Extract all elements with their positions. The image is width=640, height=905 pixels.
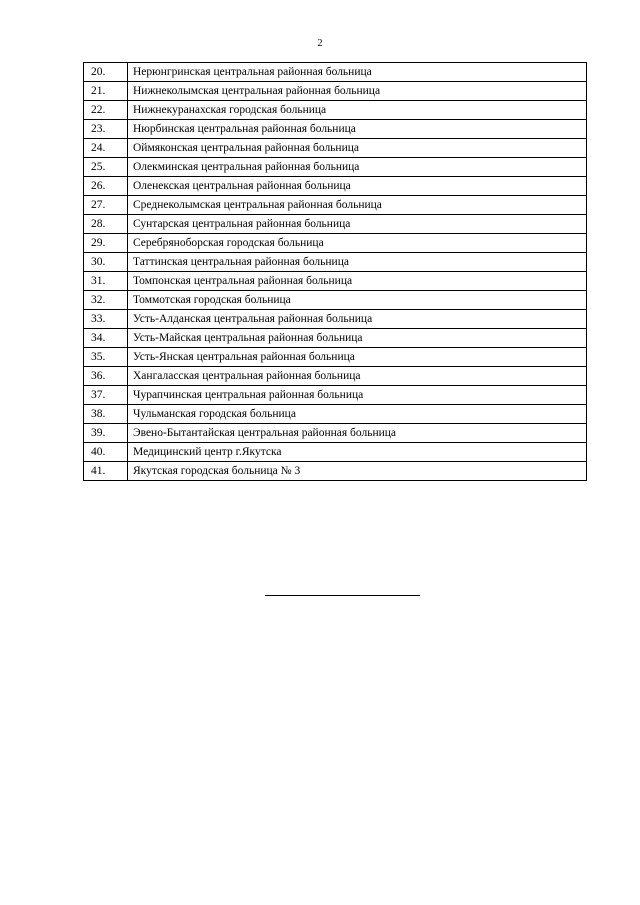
row-number-cell: 28. <box>84 215 128 234</box>
table-row <box>84 158 587 177</box>
row-number-cell: 37. <box>84 386 128 405</box>
table-row <box>84 329 587 348</box>
table-row <box>84 101 587 120</box>
hospital-table <box>83 62 587 481</box>
table-row <box>84 63 587 82</box>
row-number-cell: 32. <box>84 291 128 310</box>
table-row <box>84 291 587 310</box>
table-row <box>84 424 587 443</box>
table-row <box>84 348 587 367</box>
hospital-name-cell: Усть-Алданская центральная районная больница <box>128 310 587 329</box>
row-number-cell: 23. <box>84 120 128 139</box>
table-row <box>84 196 587 215</box>
row-number-cell: 27. <box>84 196 128 215</box>
row-number-cell: 38. <box>84 405 128 424</box>
hospital-name-cell: Сунтарская центральная районная больница <box>128 215 587 234</box>
table-row <box>84 310 587 329</box>
row-number-cell: 21. <box>84 82 128 101</box>
end-separator-line <box>265 595 420 596</box>
hospital-name-cell: Хангаласская центральная районная больница <box>128 367 587 386</box>
row-number-cell: 35. <box>84 348 128 367</box>
hospital-name-cell: Томмотская городская больница <box>128 291 587 310</box>
hospital-name-cell: Медицинский центр г.Якутска <box>128 443 587 462</box>
row-number-cell: 26. <box>84 177 128 196</box>
hospital-name-cell: Усть-Майская центральная районная больница <box>128 329 587 348</box>
hospital-name-cell: Оленекская центральная районная больница <box>128 177 587 196</box>
hospital-name-cell: Оймяконская центральная районная больница <box>128 139 587 158</box>
hospital-name-cell: Таттинская центральная районная больница <box>128 253 587 272</box>
table-row <box>84 386 587 405</box>
table-row <box>84 215 587 234</box>
table-row <box>84 405 587 424</box>
hospital-name-cell: Эвено-Бытантайская центральная районная больница <box>128 424 587 443</box>
hospital-name-cell: Нижнекуранахская городская больница <box>128 101 587 120</box>
table-row <box>84 120 587 139</box>
hospital-name-cell: Нижнеколымская центральная районная больница <box>128 82 587 101</box>
row-number-cell: 41. <box>84 462 128 481</box>
table-row <box>84 272 587 291</box>
hospital-table-body <box>84 63 587 481</box>
row-number-cell: 39. <box>84 424 128 443</box>
table-row <box>84 82 587 101</box>
hospital-name-cell: Усть-Янская центральная районная больница <box>128 348 587 367</box>
table-row <box>84 234 587 253</box>
table-row <box>84 177 587 196</box>
hospital-name-cell: Нюрбинская центральная районная больница <box>128 120 587 139</box>
row-number-cell: 33. <box>84 310 128 329</box>
page-number: 2 <box>317 38 323 49</box>
row-number-cell: 34. <box>84 329 128 348</box>
table-row <box>84 253 587 272</box>
table-row <box>84 443 587 462</box>
row-number-cell: 25. <box>84 158 128 177</box>
row-number-cell: 22. <box>84 101 128 120</box>
row-number-cell: 20. <box>84 63 128 82</box>
hospital-name-cell: Якутская городская больница № 3 <box>128 462 587 481</box>
hospital-name-cell: Олекминская центральная районная больница <box>128 158 587 177</box>
hospital-name-cell: Нерюнгринская центральная районная больница <box>128 63 587 82</box>
table-row <box>84 367 587 386</box>
table-row <box>84 462 587 481</box>
row-number-cell: 36. <box>84 367 128 386</box>
hospital-name-cell: Чурапчинская центральная районная больница <box>128 386 587 405</box>
hospital-name-cell: Чульманская городская больница <box>128 405 587 424</box>
table-row <box>84 139 587 158</box>
hospital-name-cell: Томпонская центральная районная больница <box>128 272 587 291</box>
row-number-cell: 40. <box>84 443 128 462</box>
row-number-cell: 31. <box>84 272 128 291</box>
row-number-cell: 30. <box>84 253 128 272</box>
hospital-name-cell: Серебряноборская городская больница <box>128 234 587 253</box>
row-number-cell: 24. <box>84 139 128 158</box>
row-number-cell: 29. <box>84 234 128 253</box>
hospital-name-cell: Среднеколымская центральная районная больница <box>128 196 587 215</box>
